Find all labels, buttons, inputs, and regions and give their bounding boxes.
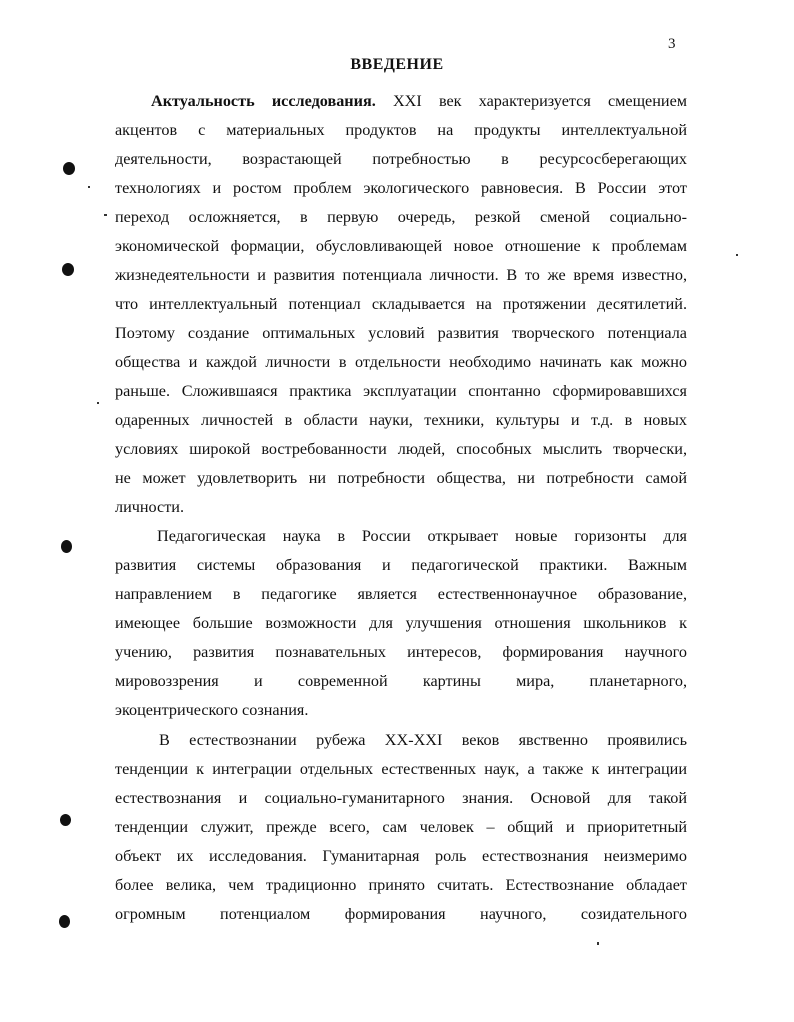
scan-speck [736, 254, 738, 256]
page-heading: ВВЕДЕНИЕ [350, 56, 444, 73]
line-text: XXI век характеризуется смещением [392, 92, 687, 110]
paragraph-3-line: тенденции служит, прежде всего, сам человек – общий и приоритетный [115, 818, 687, 836]
paragraph-2 [115, 522, 687, 725]
paragraph-3-line: более велика, чем традиционно принято считать. Естествознание обладает [115, 876, 687, 894]
paragraph-1-line: технологиях и ростом проблем экологического равновесия. В России этот [115, 179, 687, 197]
paragraph-2-line: учению, развития познавательных интересов, формирования научного [115, 643, 687, 661]
binder-hole-mark [60, 814, 71, 826]
paragraph-1-line: что интеллектуальный потенциал складывается на протяжении десятилетий. [115, 295, 687, 313]
paragraph-2-line: имеющее большие возможности для улучшения отношения школьников к [115, 614, 687, 632]
paragraph-1-line: не может удовлетворить ни потребности общества, ни потребности самой [115, 469, 687, 487]
paragraph-2-line: Педагогическая наука в России открывает новые горизонты для [157, 527, 687, 545]
lead-phrase: Актуальность исследования. [151, 92, 376, 110]
paragraph-3-line: объект их исследования. Гуманитарная роль естествознания неизмеримо [115, 847, 687, 865]
paragraph-3-line: естествознания и социально-гуманитарного знания. Основой для такой [115, 789, 687, 807]
paragraph-1-line: переход осложняется, в первую очередь, резкой сменой социально- [115, 208, 687, 226]
paragraph-1-line: деятельности, возрастающей потребностью в ресурсосберегающих [115, 150, 687, 168]
scan-speck [597, 942, 599, 945]
paragraph-1-line: одаренных личностей в области науки, техники, культуры и т.д. в новых [115, 411, 687, 429]
paragraph-1 [115, 87, 687, 522]
paragraph-3-line: тенденции к интеграции отдельных естественных наук, а также к интеграции [115, 760, 687, 778]
paragraph-2-line: мировоззрения и современной картины мира, планетарного, [115, 672, 687, 690]
binder-hole-mark [62, 263, 74, 276]
binder-hole-mark [63, 162, 75, 175]
paragraph-1-line: Поэтому создание оптимальных условий развития творческого потенциала [115, 324, 687, 342]
paragraph-1-line [115, 87, 687, 116]
paragraph-1-line: экономической формации, обусловливающей новое отношение к проблемам [115, 237, 687, 255]
page-number: 3 [668, 36, 676, 52]
scan-speck [104, 214, 107, 216]
scan-speck [97, 402, 99, 404]
paragraph-1-line: личности. [115, 498, 185, 516]
paragraph-1-line: общества и каждой личности в отдельности необходимо начинать как можно [115, 353, 687, 371]
paragraph-1-line: акцентов с материальных продуктов на продукты интеллектуальной [115, 121, 687, 139]
binder-hole-mark [61, 540, 72, 553]
paragraph-2-line: экоцентрического сознания. [115, 701, 309, 719]
paragraph-3-line: огромным потенциалом формирования научного, созидательного [115, 905, 687, 923]
paragraph-3 [115, 726, 687, 929]
scan-speck [88, 186, 90, 188]
paragraph-2-line: развития системы образования и педагогической практики. Важным [115, 556, 687, 574]
paragraph-1-line: раньше. Сложившаяся практика эксплуатации спонтанно сформировавшихся [115, 382, 687, 400]
paragraph-2-line: направлением в педагогике является естественнонаучное образование, [115, 585, 687, 603]
paragraph-1-line: жизнедеятельности и развития потенциала личности. В то же время известно, [115, 266, 687, 284]
paragraph-3-line: В естествознании рубежа XX-XXI веков явственно проявились [159, 731, 687, 749]
binder-hole-mark [59, 915, 70, 928]
paragraph-1-line: условиях широкой востребованности людей, способных мыслить творчески, [115, 440, 687, 458]
